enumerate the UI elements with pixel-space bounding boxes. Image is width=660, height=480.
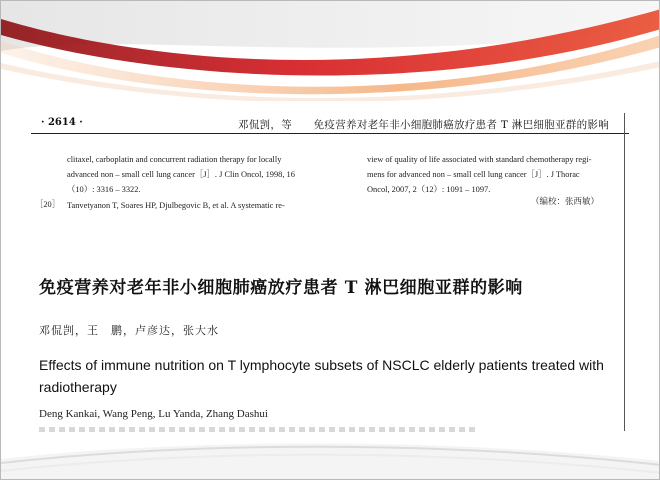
article-title-english: Effects of immune nutrition on T lymphocyte subsets of NSCLC elderly patients treated with radiotherapy: [39, 357, 604, 395]
reference-line: Tanvetyanon T, Soares HP, Djulbegovic B, et al. A systematic re-: [67, 201, 285, 210]
running-head: 邓侃剀，等 免疫营养对老年非小细胞肺癌放疗患者 T 淋巴细胞亚群的影响: [238, 119, 609, 131]
header-rule: [31, 133, 629, 134]
reference-line: clitaxel, carboplatin and concurrent radiation therapy for locally: [67, 155, 282, 164]
reference-20: [67, 198, 337, 213]
page-header: [31, 115, 629, 133]
reference-line: Oncol, 2007, 2（12）: 1091 – 1097.: [367, 185, 491, 194]
reference-line: view of quality of life associated with standard chemotherapy regi-: [367, 155, 592, 164]
journal-page: [31, 101, 629, 433]
reference-line: advanced non – small cell lung cancer［J］. J Clin Oncol, 1998, 16: [67, 170, 295, 179]
article-title-chinese: 免疫营养对老年非小细胞肺癌放疗患者 T 淋巴细胞亚群的影响: [39, 278, 523, 298]
editor-note: （编校：张西敏）: [530, 197, 599, 207]
authors-chinese: 邓侃剀，王 鹏，卢彦达，张大水: [39, 324, 219, 337]
authors-english: Deng Kankai, Wang Peng, Lu Yanda, Zhang Dashui: [39, 408, 268, 420]
reference-number: ［20］: [35, 200, 61, 209]
reference-line: （10）: 3316 – 3322.: [67, 185, 141, 194]
page-number: · 2614 ·: [41, 117, 83, 128]
reference-right-continued: [367, 152, 632, 197]
decorative-banner: [1, 1, 660, 111]
reference-line: mens for advanced non – small cell lung cancer［J］. J Thorac: [367, 170, 580, 179]
decorative-bottom-wave: [1, 419, 660, 479]
reference-left-continued: [67, 152, 337, 197]
